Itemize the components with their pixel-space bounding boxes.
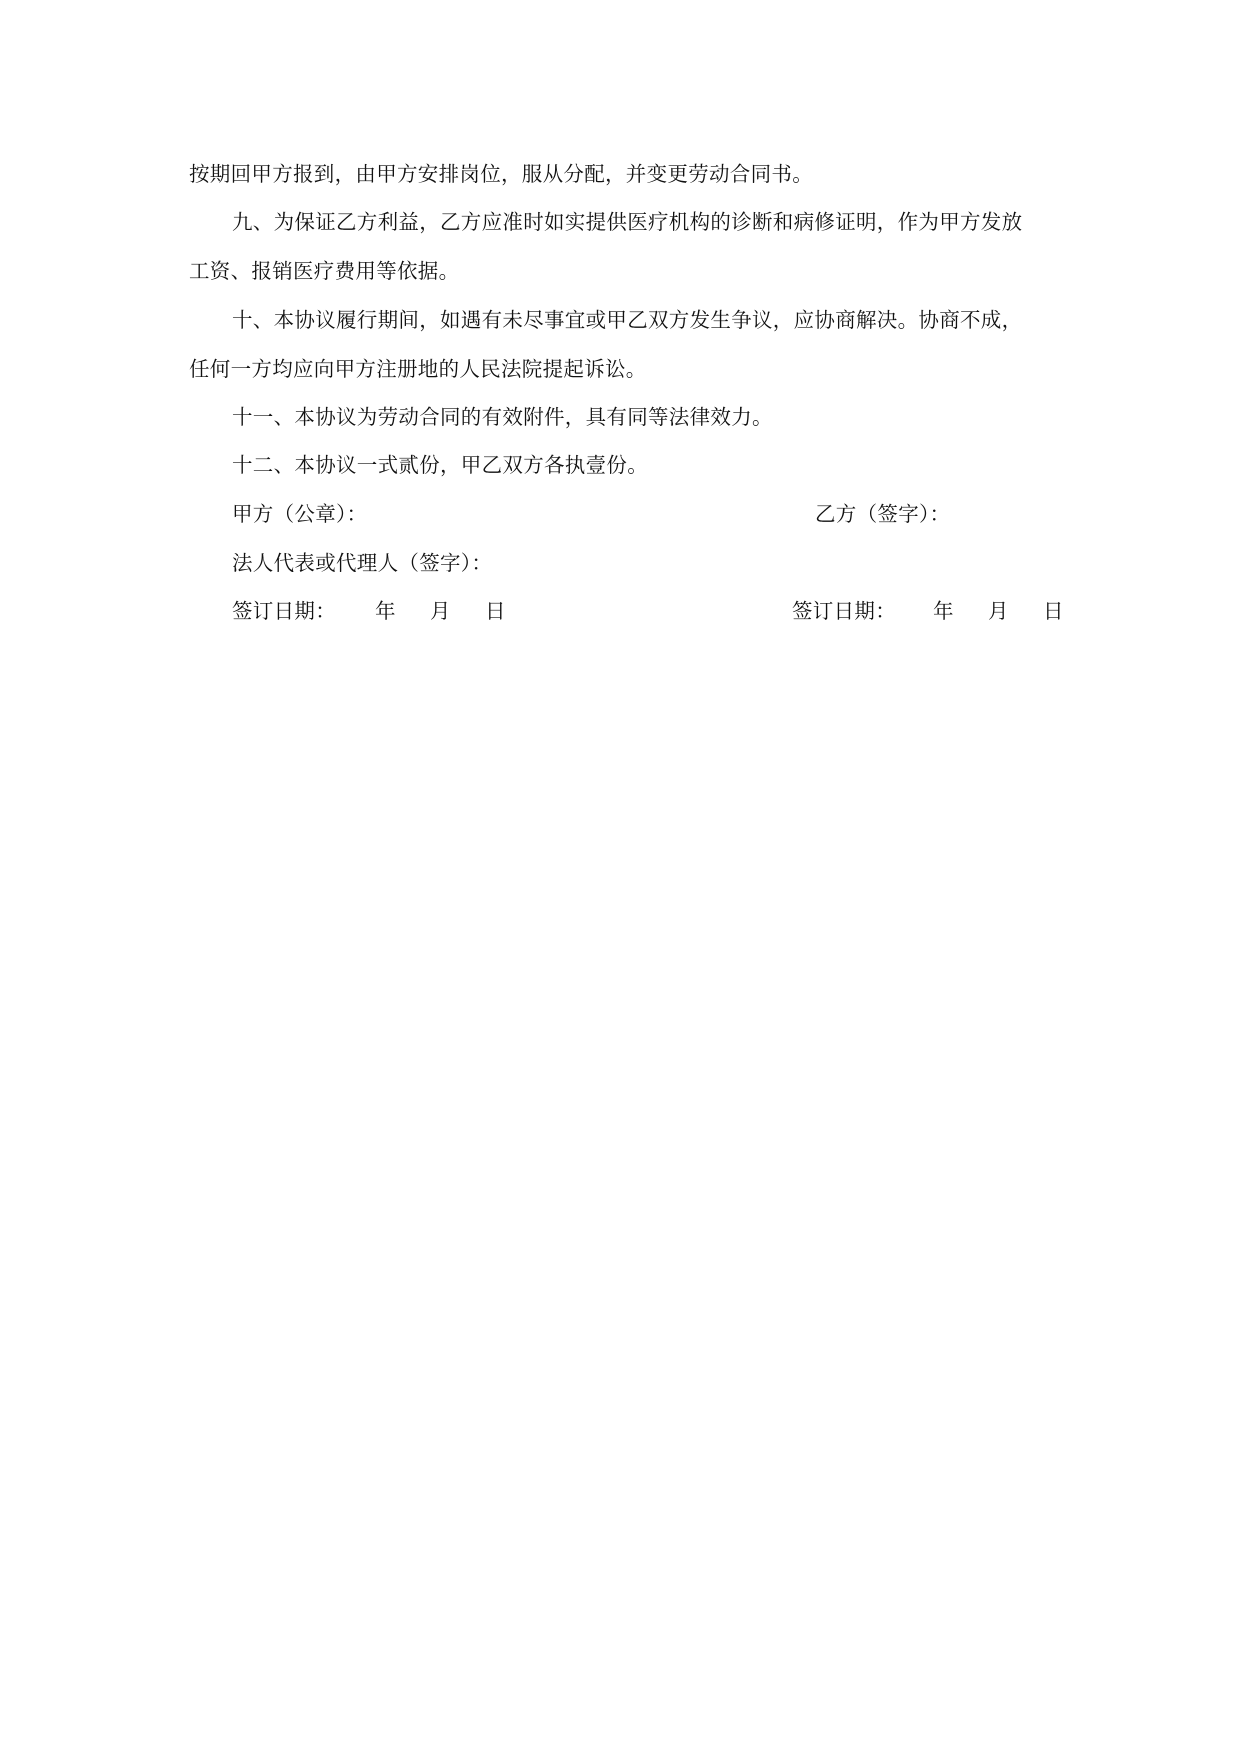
clause-10-line-2: 任何一方均应向甲方注册地的人民法院提起诉讼。 <box>189 357 647 381</box>
legal-representative-label: 法人代表或代理人（签字）： <box>232 551 493 575</box>
party-a-seal-label: 甲方（公章）： <box>232 502 368 526</box>
paragraph-8-continuation: 按期回甲方报到，由甲方安排岗位，服从分配，并变更劳动合同书。 <box>189 162 813 186</box>
clause-11: 十一、本协议为劳动合同的有效附件，具有同等法律效力。 <box>232 405 773 429</box>
clause-9-line-1: 九、为保证乙方利益，乙方应准时如实提供医疗机构的诊断和病修证明，作为甲方发放 <box>232 210 1023 234</box>
party-b-date-day: 日 <box>1043 599 1064 623</box>
party-a-date-label: 签订日期： <box>232 599 336 623</box>
clause-10-line-1: 十、本协议履行期间，如遇有未尽事宜或甲乙双方发生争议，应协商解决。协商不成， <box>232 308 1023 332</box>
clause-9-line-2: 工资、报销医疗费用等依据。 <box>189 259 460 283</box>
party-b-date-label: 签订日期： <box>792 599 896 623</box>
party-b-date-year: 年 <box>933 599 954 623</box>
party-a-date-month: 月 <box>430 599 451 623</box>
party-b-signature-label: 乙方（签字）： <box>815 502 951 526</box>
party-a-date-year: 年 <box>375 599 396 623</box>
clause-12: 十二、本协议一式贰份，甲乙双方各执壹份。 <box>232 453 648 477</box>
party-b-date-month: 月 <box>988 599 1009 623</box>
party-a-date-day: 日 <box>485 599 506 623</box>
